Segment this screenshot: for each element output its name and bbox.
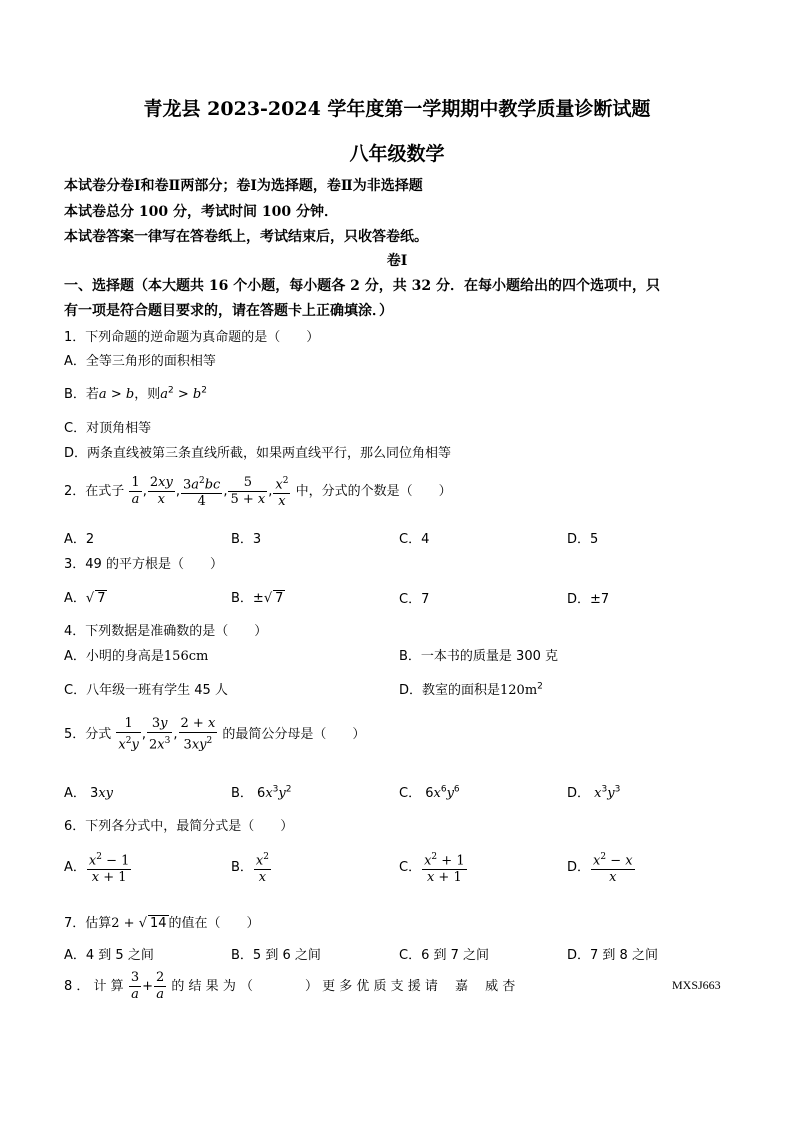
q2-stem: 2．在式子 $\frac{1}{a}$ , $\frac{2xy}{x}$ , $\frac{3a^2bc}{4}$ , $\frac{5}{5 + x}$ , $\frac{x^2}{x}$ 中，分式的个数是（ ）: [64, 473, 452, 510]
q1-stem: 1．下列命题的逆命题为真命题的是（ ）: [64, 330, 320, 345]
q5-prefix: 5．分式: [64, 727, 112, 743]
q7-option-d: D．7 到 8 之间: [567, 948, 658, 963]
q4-option-d: D．教室的面积是$120m^2$: [399, 681, 543, 698]
q2-option-a: A．2: [64, 532, 95, 547]
q1-option-c: C．对顶角相等: [64, 421, 152, 436]
fraction: $\frac{x^2}{x}$: [254, 849, 271, 886]
fraction: $\frac{3a^2bc}{4}$: [181, 473, 222, 510]
fraction: $\frac{x^2 - x}{x}$: [591, 849, 635, 886]
fraction: $\frac{3y}{2x^3}$: [149, 716, 171, 753]
fraction: $\frac{x^2 + 1}{x + 1}$: [422, 849, 467, 886]
option-label: D．: [567, 786, 591, 801]
fraction: $\frac{3}{a}$: [130, 970, 140, 1002]
fraction: $\frac{1}{a}$: [131, 475, 140, 508]
q4-a-value: 156cm: [163, 649, 209, 664]
q2-prefix: 2．在式子: [64, 484, 125, 500]
q7-option-c: C．6 到 7 之间: [399, 948, 490, 963]
note-line: 本试卷答案一律写在答卷纸上，考试结束后，只收答卷纸。: [64, 229, 428, 245]
q6-stem: 6．下列各分式中，最简分式是（ ）: [64, 819, 294, 834]
q3-b-label: B．±: [231, 591, 264, 606]
fraction: $\frac{2}{a}$: [156, 970, 165, 1002]
exam-title: 青龙县 2023-2024 学年度第一学期期中教学质量诊断试题: [143, 98, 651, 120]
radicand: 7: [275, 591, 284, 606]
q5-option-c: C． $6x^6y^6$: [399, 784, 460, 801]
option-label: B．: [231, 786, 253, 801]
q2-option-b: B．3: [231, 532, 262, 547]
q4-stem: 4．下列数据是准确数的是（ ）: [64, 624, 268, 639]
volume-label: 卷Ⅰ: [386, 253, 408, 269]
option-label: D．: [567, 860, 591, 876]
q3-option-b: B．±√ 7: [231, 591, 284, 606]
q2-suffix: 中，分式的个数是（ ）: [295, 484, 452, 500]
q7-prefix: 7．估算: [64, 916, 112, 931]
q5-option-d: D． $x^3y^3$: [567, 784, 621, 801]
q3-option-d: D．±7: [567, 592, 610, 607]
q6-option-a: [64, 849, 132, 886]
fraction: $\frac{x^2}{x}$: [273, 473, 290, 510]
section-heading-line2: 有一项是符合题目要求的，请在答题卡上正确填涂．）: [64, 303, 393, 319]
q4-option-c: C．八年级一班有学生 45 人: [64, 683, 228, 698]
q1-b-mid: ，则: [134, 387, 161, 402]
q3-option-a: A．√ 7: [64, 591, 106, 606]
radicand: 14: [150, 916, 167, 931]
note-line: 本试卷分卷Ⅰ和卷Ⅱ两部分；卷Ⅰ为选择题，卷Ⅱ为非选择题: [64, 178, 423, 194]
q5-option-b: B． $6x^3y^2$: [231, 784, 292, 801]
q1-b-prefix: B．若: [64, 387, 99, 402]
q6-option-b: [231, 849, 272, 886]
q8-stem: 8 ． 计 算 $\frac{3}{a}$ + $\frac{2}{a}$ 的 结 果 为 （ ） 更 多 优 质 支 援 请 嘉 威 杏: [64, 970, 516, 1002]
q3-option-c: C．7: [399, 592, 430, 607]
note-line: 本试卷总分 100 分，考试时间 100 分钟．: [64, 204, 338, 220]
q6-option-c: [399, 849, 468, 886]
q4-option-a: [64, 645, 208, 664]
fraction: $\frac{2xy}{x}$: [149, 475, 173, 508]
source-code: MXSJ663: [672, 978, 721, 992]
option-label: C．: [399, 786, 422, 801]
section-heading-line1: 一、选择题（本大题共 16 个小题，每小题各 2 分，共 32 分．在每小题给出的四个选项中，只: [64, 278, 660, 294]
q5-stem: 5．分式 $\frac{1}{x^2y}$ , $\frac{3y}{2x^3}$ , $\frac{2 + x}{3xy^2}$ 的最简公分母是（ ）: [64, 716, 366, 753]
fraction: $\frac{1}{x^2y}$: [118, 716, 139, 753]
q2-option-d: D．5: [567, 532, 599, 547]
q7-option-b: B．5 到 6 之间: [231, 948, 321, 963]
fraction: $\frac{5}{5 + x}$: [230, 475, 266, 508]
q7-option-a: A．4 到 5 之间: [64, 948, 154, 963]
q8-prefix: 8 ． 计 算: [64, 979, 124, 994]
fraction: $\frac{x^2 - 1}{x + 1}$: [87, 849, 132, 886]
q4-option-b: B．一本书的质量是 300 克: [399, 649, 558, 664]
option-label: A．: [64, 786, 86, 801]
q7-stem: 7．估算2 + √ 14 的值在（ ）: [64, 916, 260, 931]
q3-a-label: A．: [64, 591, 86, 606]
q2-option-c: C．4: [399, 532, 430, 547]
q4-d-text: D．教室的面积是: [399, 683, 501, 698]
q4-d-value: 120m: [500, 683, 538, 698]
exam-subtitle: 八年级数学: [349, 143, 445, 165]
q7-suffix: 的值在（ ）: [168, 916, 260, 931]
fraction: $\frac{2 + x}{3xy^2}$: [180, 716, 216, 753]
radicand: 7: [97, 591, 106, 606]
q8-suffix: 的 结 果 为 （ ） 更 多 优 质 支 援 请 嘉 威 杏: [171, 979, 516, 994]
option-label: C．: [399, 860, 422, 876]
q5-suffix: 的最简公分母是（ ）: [222, 727, 366, 743]
q5-option-a: A． 3xy: [64, 786, 113, 801]
q4-a-text: A．小明的身高是: [64, 649, 164, 664]
option-label: A．: [64, 860, 86, 876]
q3-stem: 3．49 的平方根是（ ）: [64, 557, 223, 572]
q6-option-d: [567, 849, 636, 886]
q1-option-b: B．若a > b，则$a^2 > b^2$: [64, 385, 207, 402]
q1-option-d: D．两条直线被第三条直线所截，如果两直线平行，那么同位角相等: [64, 446, 452, 461]
option-label: B．: [231, 860, 253, 876]
q1-option-a: A．全等三角形的面积相等: [64, 354, 216, 369]
